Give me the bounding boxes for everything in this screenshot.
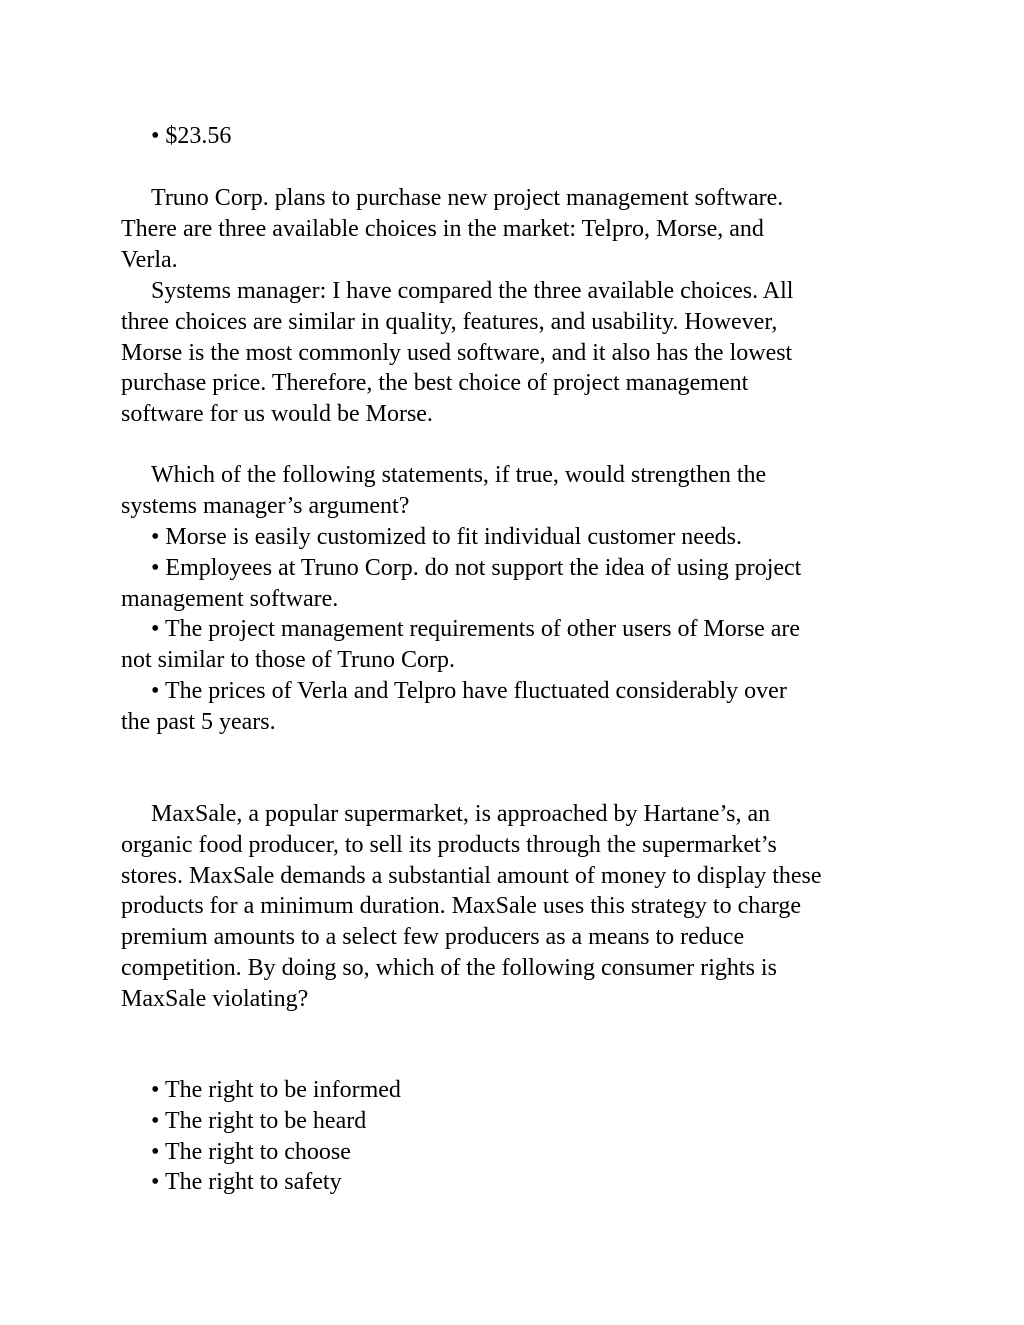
q1-scenario [121, 183, 921, 275]
q1-question-line: Which of the following statements, if true, would strengthen the [151, 462, 767, 488]
q1-option[interactable]: • Employees at Truno Corp. do not support the idea of using project management software. [121, 554, 802, 612]
q1-statement-line: three choices are similar in quality, features, and usability. However, [121, 308, 778, 335]
q2-option[interactable]: • The right to be heard [151, 1107, 367, 1134]
q1-option[interactable]: • The prices of Verla and Telpro have fluctuated considerably over the past 5 years. [121, 677, 787, 735]
q2-question-line: stores. MaxSale demands a substantial amount of money to display these [121, 862, 822, 889]
q1-options-list [121, 522, 921, 738]
q1-statement-line: Morse is the most commonly used software, and it also has the lowest [121, 339, 793, 366]
q1-statement-line: purchase price. Therefore, the best choice of project management [121, 370, 749, 397]
q2-question-line: products for a minimum duration. MaxSale uses this strategy to charge [121, 893, 802, 920]
q2-question-line: MaxSale violating? [121, 985, 309, 1012]
q1-option[interactable]: • Morse is easily customized to fit individual customer needs. [151, 524, 742, 550]
q1-manager-statement [121, 276, 921, 430]
q1-question-line: systems manager’s argument? [121, 492, 410, 519]
q1-scenario-line: Truno Corp. plans to purchase new project management software. [151, 185, 784, 211]
q1-statement-line: software for us would be Morse. [121, 401, 433, 428]
q1-scenario-line: There are three available choices in the market: Telpro, Morse, and [121, 215, 764, 242]
q2-option[interactable]: • The right to be informed [151, 1077, 401, 1103]
q2-question-line: premium amounts to a select few producers as a means to reduce [121, 924, 745, 951]
q2-question-line: organic food producer, to sell its products through the supermarket’s [121, 831, 777, 858]
q2-option[interactable]: • The right to safety [151, 1169, 342, 1196]
q1-option[interactable]: • The project management requirements of other users of Morse are not similar to those of Truno Corp. [121, 616, 801, 674]
q2-question-line: MaxSale, a popular supermarket, is approached by Hartane’s, an [151, 801, 771, 827]
q1-question [121, 460, 921, 522]
q1-scenario-line: Verla. [121, 246, 178, 273]
q2-question-line: competition. By doing so, which of the following consumer rights is [121, 954, 777, 981]
q2-option[interactable]: • The right to choose [151, 1138, 351, 1165]
previous-answer-option: • $23.56 [151, 123, 232, 149]
q1-statement-line: Systems manager: I have compared the three available choices. All [151, 278, 794, 304]
q2-options-list [121, 1075, 921, 1198]
q2-question [121, 799, 921, 1015]
